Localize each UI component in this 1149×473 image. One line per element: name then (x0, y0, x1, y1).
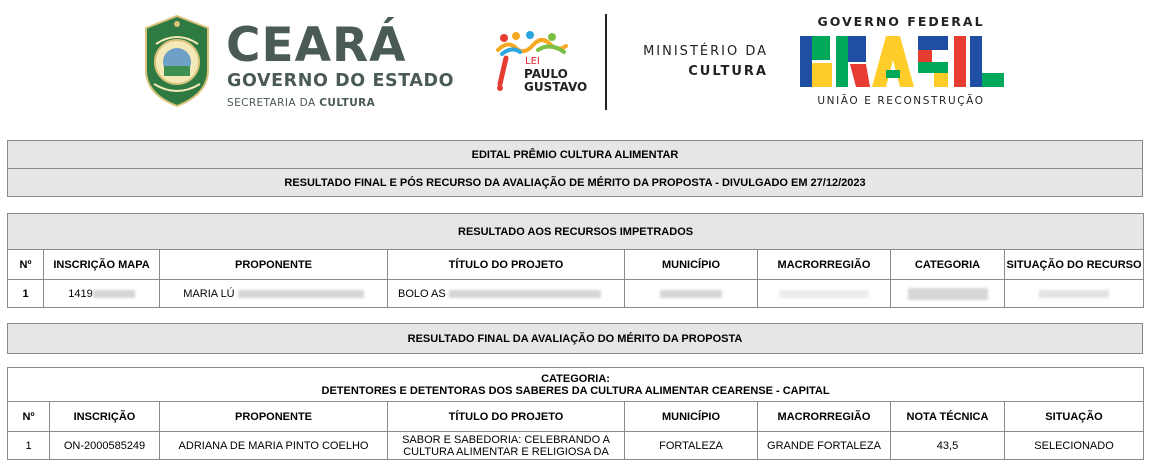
edital-title-table (7, 140, 1143, 197)
redacted-block (449, 290, 601, 298)
recursos-col-categoria: CATEGORIA (891, 250, 1005, 280)
redacted-block (238, 290, 364, 298)
recursos-cell-categoria (891, 280, 1005, 308)
recursos-inscricao-visible: 1419 (68, 287, 93, 300)
redacted-block (779, 290, 869, 298)
capital-cell-nota: 43,5 (891, 432, 1005, 460)
capital-cell-inscricao: ON-2000585249 (50, 432, 160, 460)
recursos-cell-situacao (1005, 280, 1144, 308)
ministerio-line2: CULTURA (688, 64, 768, 79)
redacted-block (908, 288, 988, 300)
categoria-capital-table (7, 367, 1144, 460)
capital-col-proponente: PROPONENTE (160, 402, 388, 432)
ceara-secretaria-bold: CULTURA (319, 97, 376, 109)
paulo-gustavo-paulo: PAULO (524, 67, 568, 81)
table-row (8, 432, 1144, 460)
capital-col-inscricao: INSCRIÇÃO (50, 402, 160, 432)
capital-col-situacao: SITUAÇÃO (1005, 402, 1144, 432)
edital-title: EDITAL PRÊMIO CULTURA ALIMENTAR (8, 141, 1143, 169)
capital-col-nota: NOTA TÉCNICA (891, 402, 1005, 432)
recursos-titulo-visible: BOLO AS (398, 287, 446, 300)
ceara-secretaria (227, 97, 375, 109)
brasil-logo-icon (800, 36, 1004, 87)
recursos-col-situacao: SITUAÇÃO DO RECURSO (1005, 250, 1144, 280)
redacted-block (1039, 290, 1109, 298)
capital-col-n: Nº (8, 402, 50, 432)
header-divider (605, 14, 607, 110)
recursos-cell-proponente (160, 280, 388, 308)
recursos-cell-municipio (625, 280, 758, 308)
recursos-col-inscricao: INSCRIÇÃO MAPA (44, 250, 160, 280)
resultado-final-title: RESULTADO FINAL DA AVALIAÇÃO DO MÉRITO DA PROPOSTA (8, 324, 1143, 354)
paulo-gustavo-lei: LEI (525, 56, 540, 67)
recursos-cell-inscricao (44, 280, 160, 308)
categoria-name: DETENTORES E DETENTORAS DOS SABERES DA CULTURA ALIMENTAR CEARENSE - CAPITAL (321, 384, 830, 397)
recursos-cell-titulo (388, 280, 625, 308)
resultado-final-table (7, 323, 1143, 354)
capital-col-macrorregiao: MACRORREGIÃO (758, 402, 891, 432)
governo-federal-title: GOVERNO FEDERAL (817, 14, 985, 29)
recursos-cell-n: 1 (8, 280, 44, 308)
capital-col-titulo: TÍTULO DO PROJETO (388, 402, 625, 432)
categoria-label: CATEGORIA: (541, 372, 610, 385)
capital-cell-municipio: FORTALEZA (625, 432, 758, 460)
ceara-title: CEARÁ (226, 18, 407, 73)
edital-subtitle: RESULTADO FINAL E PÓS RECURSO DA AVALIAÇÃO DE MÉRITO DA PROPOSTA - DIVULGADO EM 27/12/2023 (8, 169, 1143, 197)
recursos-col-proponente: PROPONENTE (160, 250, 388, 280)
paulo-gustavo-gustavo: GUSTAVO (524, 80, 588, 94)
ceara-crest-icon (142, 14, 212, 108)
recursos-title: RESULTADO AOS RECURSOS IMPETRADOS (8, 214, 1144, 250)
recursos-col-n: Nº (8, 250, 44, 280)
capital-cell-macrorregiao: GRANDE FORTALEZA (758, 432, 891, 460)
recursos-col-macrorregiao: MACRORREGIÃO (758, 250, 891, 280)
capital-cell-situacao: SELECIONADO (1005, 432, 1144, 460)
redacted-block (660, 290, 722, 298)
capital-cell-titulo: SABOR E SABEDORIA: CELEBRANDO A CULTURA ALIMENTAR E RELIGIOSA DA (388, 432, 625, 460)
table-row (8, 280, 1144, 308)
redacted-block (93, 290, 135, 298)
recursos-col-municipio: MUNICÍPIO (625, 250, 758, 280)
ceara-secretaria-prefix: SECRETARIA DA (227, 97, 320, 109)
header-logos (0, 0, 1149, 130)
capital-cell-n: 1 (8, 432, 50, 460)
governo-federal-slogan: UNIÃO E RECONSTRUÇÃO (817, 95, 985, 107)
capital-cell-proponente: ADRIANA DE MARIA PINTO COELHO (160, 432, 388, 460)
capital-col-municipio: MUNICÍPIO (625, 402, 758, 432)
ceara-subtitle: GOVERNO DO ESTADO (227, 71, 455, 91)
recursos-col-titulo: TÍTULO DO PROJETO (388, 250, 625, 280)
recursos-table (7, 213, 1144, 308)
recursos-cell-macrorregiao (758, 280, 891, 308)
recursos-proponente-visible: MARIA LÚ (183, 287, 235, 300)
ministerio-line1: MINISTÉRIO DA (643, 44, 768, 59)
categoria-header (8, 368, 1144, 402)
